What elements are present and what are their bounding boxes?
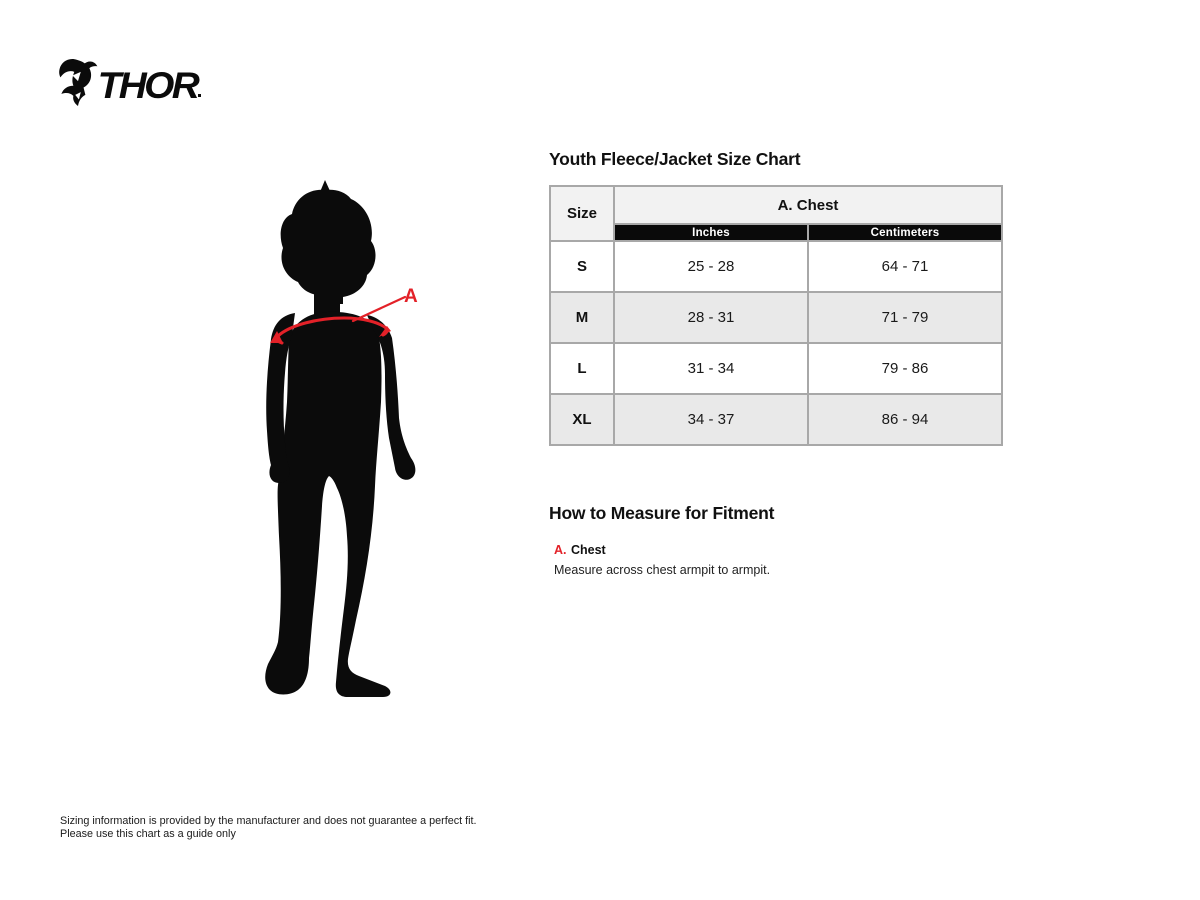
inches-cell: 34 - 37 xyxy=(614,394,808,445)
column-header-centimeters: Centimeters xyxy=(808,224,1002,241)
column-header-chest: A. Chest xyxy=(614,186,1002,224)
disclaimer-line-1: Sizing information is provided by the manufacturer and does not guarantee a perfect fit. xyxy=(60,815,477,827)
measure-item-name: Chest xyxy=(570,543,606,557)
chest-label-a: A xyxy=(404,286,418,307)
size-chart-title: Youth Fleece/Jacket Size Chart xyxy=(549,149,801,169)
centimeters-cell: 64 - 71 xyxy=(808,241,1002,292)
measure-item-instruction: Measure across chest armpit to armpit. xyxy=(554,563,771,577)
inches-cell: 28 - 31 xyxy=(614,292,808,343)
size-chart-table xyxy=(549,185,1003,446)
centimeters-cell: 71 - 79 xyxy=(808,292,1002,343)
inches-cell: 31 - 34 xyxy=(614,343,808,394)
thor-logo xyxy=(58,58,201,106)
inches-cell: 25 - 28 xyxy=(614,241,808,292)
youth-silhouette xyxy=(248,180,443,705)
thor-helmet-icon xyxy=(58,58,98,106)
size-cell: L xyxy=(550,343,614,394)
column-header-size: Size xyxy=(550,186,614,241)
measure-section-title: How to Measure for Fitment xyxy=(549,503,775,523)
disclaimer xyxy=(60,815,477,841)
table-row-l xyxy=(550,343,1002,394)
centimeters-cell: 86 - 94 xyxy=(808,394,1002,445)
table-row-s xyxy=(550,241,1002,292)
size-cell: XL xyxy=(550,394,614,445)
brand-trademark-dot xyxy=(198,94,201,97)
size-cell: S xyxy=(550,241,614,292)
centimeters-cell: 79 - 86 xyxy=(808,343,1002,394)
disclaimer-line-2: Please use this chart as a guide only xyxy=(60,828,236,841)
measure-item-key: A. xyxy=(554,543,567,557)
column-header-inches: Inches xyxy=(614,224,808,241)
measure-guide-section xyxy=(549,503,1001,577)
table-row-m xyxy=(550,292,1002,343)
silhouette-head xyxy=(281,180,376,322)
measure-item-chest xyxy=(554,541,1001,577)
brand-wordmark: THOR xyxy=(97,64,198,106)
size-cell: M xyxy=(550,292,614,343)
size-chart-section xyxy=(549,149,1001,446)
table-row-xl xyxy=(550,394,1002,445)
